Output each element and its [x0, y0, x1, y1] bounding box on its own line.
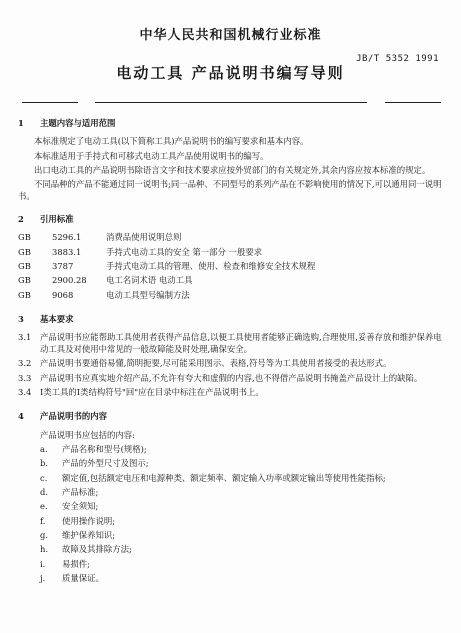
section-title: 引用标准: [40, 214, 74, 225]
list-item: c. 额定值,包括额定电压和电源种类、额定频率、额定输入功率或额定输出等使用性能指标;: [40, 472, 386, 483]
list-item: i. 易损件;: [40, 558, 90, 569]
reference-row: GB 9068 电动工具型号编制方法: [18, 289, 190, 300]
header-rule-center: [95, 102, 367, 103]
section-title: 基本要求: [40, 314, 74, 325]
standard-number: JB/T 5352 1991: [356, 54, 439, 64]
list-item: g. 维护保养知识;: [40, 529, 116, 540]
list-item: d. 产品标准;: [40, 486, 99, 497]
section-number: 4: [18, 411, 24, 422]
reference-row: GB 2900.28 电工名词术语 电动工具: [18, 275, 193, 286]
section-number: 2: [18, 214, 24, 225]
list-item: b. 产品的外型尺寸及图示;: [40, 458, 149, 469]
section-title: 主题内容与适用范围: [40, 118, 116, 128]
section-4-heading: [18, 411, 448, 422]
paragraph: 本标准适用于手持式和可移式电动工具产品使用说明书的编写。: [34, 150, 269, 161]
list-item: h. 故障及其排除方法;: [40, 544, 132, 555]
section-1-heading: [18, 118, 448, 129]
document-title: 电动工具 产品说明书编写导则: [116, 64, 345, 82]
section-2-heading: [18, 214, 448, 225]
list-item: a. 产品名称和型号(规格);: [40, 443, 147, 454]
content-list: [40, 430, 448, 585]
clause: 3.3 产品说明书应真实地介绍产品,不允许有夸大和虚假的内容,也不得借产品说明书掩盖产品设计上的缺陷。: [18, 372, 423, 383]
section-title: 产品说明书的内容: [40, 411, 107, 422]
section-number: 3: [18, 314, 24, 325]
reference-row: GB 3883.1 手持式电动工具的安全 第一部分 一般要求: [18, 246, 263, 257]
standard-authority: 中华人民共和国机械行业标准: [139, 28, 322, 43]
list-lead: 产品说明书应包括的内容:: [40, 429, 135, 440]
clause: 3.2 产品说明书要通俗易懂,简明扼要,尽可能采用图示、表格,符号等为工具使用者接受的表达形式。: [18, 358, 392, 369]
paragraph: 本标准规定了电动工具(以下简称工具)产品说明书的编写要求和基本内容。: [34, 136, 309, 147]
paragraph: 出口电动工具的产品说明书除语言文字和技术要求应按外贸部门的有关规定外,其余内容应按本标准的规定。: [34, 165, 431, 176]
list-item: e. 安全须知;: [40, 501, 99, 512]
clause: 3.4 I类工具的I类结构符号"回"应在目录中标注在产品说明书上。: [18, 386, 264, 397]
section-3-heading: [18, 314, 448, 325]
reference-row: GB 5296.1 消费品使用说明总则: [18, 232, 182, 243]
header-rule-left: [22, 102, 78, 103]
paragraph: 不同品种的产品不能通过同一说明书;同一品种、不同型号的系列产品在不影响使用的情况下,可以通用同一说明书。: [18, 179, 442, 201]
clause: 3.1 产品说明书应能帮助工具使用者获得产品信息,以便工具使用者能够正确选购,合理使用,妥善存放和维护保养电动工具及对使用中常见的一般故障能及时处理,确保安全。: [18, 332, 442, 354]
document-body: [18, 118, 448, 587]
list-item: f. 使用操作说明;: [40, 515, 116, 526]
list-item: j. 质量保证。: [40, 572, 104, 583]
header-rule-right: [385, 102, 441, 103]
section-number: 1: [18, 118, 24, 128]
reference-row: GB 3787 手持式电动工具的管理、使用、检查和维修安全技术规程: [18, 261, 316, 272]
